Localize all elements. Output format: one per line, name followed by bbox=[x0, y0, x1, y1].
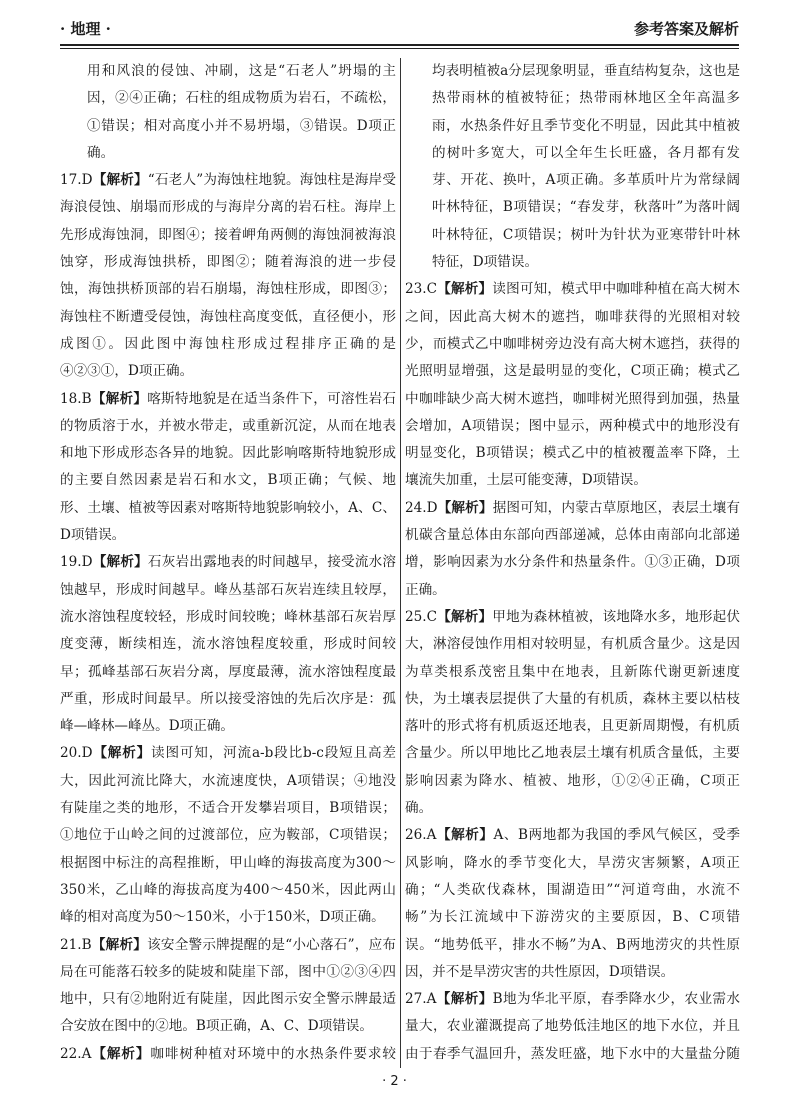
analysis-tag: 【解析】 bbox=[437, 608, 493, 625]
answer-number: 18.B bbox=[60, 390, 92, 407]
answer-number: 17.D bbox=[60, 172, 93, 189]
analysis-tag: 【解析】 bbox=[91, 390, 148, 407]
analysis-tag: 【解析】 bbox=[436, 827, 494, 844]
left-column bbox=[60, 58, 396, 1068]
answer-number: 20.D bbox=[60, 745, 93, 762]
answer-item bbox=[60, 932, 396, 1041]
analysis-tag: 【解析】 bbox=[436, 991, 493, 1008]
page-number: · 2 · bbox=[382, 1074, 407, 1089]
analysis-text: 喀斯特地貌是在适当条件下，可溶性岩石的物质溶于水，并被水带走，或重新沉淀，从而在地表和地下形成形态各异的地貌。因此影响喀斯特地貌形成的主要自然因素是岩石和水文，B项正确；气候、地形、土壤、植被等因素对喀斯特地貌影响较小，A、C、D项错误。 bbox=[60, 390, 396, 544]
analysis-text: 据图可知，内蒙古草原地区，表层土壤有机碳含量总体由东部向西部递减，总体由南部向北部递增，影响因素为水分条件和热量条件。①③正确，D项正确。 bbox=[405, 499, 740, 598]
answer-item bbox=[405, 604, 740, 822]
analysis-tag: 【解析】 bbox=[92, 745, 152, 762]
answer-number: 24.D bbox=[405, 499, 438, 516]
analysis-text: 甲地为森林植被，该地降水多，地形起伏大，淋溶侵蚀作用相对较明显，有机质含量少。这是因为草类根系茂密且集中在地表，且新陈代谢更新速度快，为土壤表层提供了大量的有机质，森林主要以枯枝落叶的形式将有机质返还地表，且更新周期慢，有机质含量少。所以甲地比乙地表层土壤有机质含量低，主要影响因素为降水、植被、地形，①②④正确，C项正确。 bbox=[405, 608, 740, 817]
right-column bbox=[405, 58, 740, 1068]
analysis-tag: 【解析】 bbox=[92, 172, 148, 189]
analysis-tag: 【解析】 bbox=[91, 936, 148, 953]
analysis-text: 石灰岩出露地表的时间越早，接受流水溶蚀越早，形成时间越早。峰丛基部石灰岩连续且较厚，流水溶蚀程度较轻，形成时间较晚；峰林基部石灰岩厚度变薄，断续相连，流水溶蚀程度较重，形成时间较早；孤峰基部石灰岩分离，厚度最薄，流水溶蚀程度最严重，形成时间最早。所以接受溶蚀的先后次序是：孤峰—峰林—峰丛。D项正确。 bbox=[60, 554, 396, 735]
answer-item bbox=[405, 276, 740, 494]
answer-number: 19.D bbox=[60, 554, 93, 571]
analysis-text: A、B两地都为我国的季风气候区，受季风影响，降水的季节变化大，旱涝灾害频繁，A项正确；“人类砍伐森林，围湖造田”“河道弯曲，水流不畅”为长江流域中下游涝灾的主要原因，B、C项错误。“地势低平，排水不畅”为A、B两地涝灾的共性原因，并不是旱涝灾害的共性原因，D项错误。 bbox=[405, 827, 740, 980]
answer-item bbox=[405, 495, 740, 604]
header-rule bbox=[60, 44, 739, 46]
column-divider bbox=[400, 58, 401, 1068]
analysis-text: 读图可知，模式甲中咖啡种植在高大树木之间，因此高大树木的遮挡，咖啡获得的光照相对较少，而模式乙中咖啡树旁边没有高大树木遮挡，获得的光照明显增强，这是最明显的变化，C项正确；模式乙中咖啡缺少高大树木遮挡，咖啡树光照得到加强，热量会增加，A项错误；图中显示，两种模式中的地形没有明显变化，B项错误；模式乙中的植被覆盖率下降，土壤流失加重，土层可能变薄，D项错误。 bbox=[405, 281, 740, 489]
analysis-text: B地为华北平原，春季降水少，农业需水量大，农业灌溉提高了地势低洼地区的地下水位，并且由于春季气温回升，蒸发旺盛，地下水中的大量盐分随 bbox=[405, 991, 740, 1062]
analysis-text: “石老人”为海蚀柱地貌。海蚀柱是海岸受海浪侵蚀、崩塌而形成的与海岸分离的岩石柱。海岸上先形成海蚀洞，即图④；接着岬角两侧的海蚀洞被海浪蚀穿，形成海蚀拱桥，即图②；随着海浪的进一步侵蚀，海蚀拱桥顶部的岩石崩塌，海蚀柱形成，即图③；海蚀柱不断遭受侵蚀，海蚀柱高度变低，直径便小，形成图①。因此图中海蚀柱形成过程排序正确的是④②③①，D项正确。 bbox=[60, 172, 396, 380]
continuation-text: 均表明植被a分层现象明显，垂直结构复杂，这也是热带雨林的植被特征；热带雨林地区全年高温多雨，水热条件好且季节变化不明显，因此其中植被的树叶多宽大，可以全年生长旺盛，各月都有发芽、开花、换叶，A项正确。多革质叶片为常绿阔叶林特征，B项错误；“春发芽，秋落叶”为落叶阔叶林特征，C项错误；树叶为针状为亚寒带针叶林特征，D项错误。 bbox=[432, 63, 740, 271]
analysis-tag: 【解析】 bbox=[437, 499, 493, 516]
answer-number: 27.A bbox=[405, 991, 437, 1008]
answer-item bbox=[60, 740, 396, 931]
answer-number: 23.C bbox=[405, 281, 438, 298]
answer-item bbox=[60, 549, 396, 740]
subject-label: · 地理 · bbox=[60, 20, 111, 38]
analysis-tag: 【解析】 bbox=[92, 554, 148, 571]
analysis-tag: 【解析】 bbox=[437, 281, 493, 298]
answer-number: 21.B bbox=[60, 936, 92, 953]
analysis-text: 该安全警示牌提醒的是“小心落石”，应布局在可能落石较多的陡坡和陡崖下部，图中①②③④四地中，只有②地附近有陡崖，因此图示安全警示牌最适合安放在图中的②地。B项正确，A、C、D项错误。 bbox=[60, 936, 396, 1035]
answer-item bbox=[60, 386, 396, 550]
answer-item bbox=[60, 167, 396, 385]
header-title: 参考答案及解析 bbox=[633, 20, 739, 38]
answer-number: 25.C bbox=[405, 608, 438, 625]
answer-item bbox=[405, 986, 740, 1068]
analysis-text: 咖啡树种植对环境中的水热条件要求较 bbox=[150, 1045, 396, 1062]
page-header bbox=[60, 14, 739, 48]
analysis-text: 读图可知，河流a-b段比b-c段短且高差大，因此河流比降大，水流速度快，A项错误；④地没有陡崖之类的地形，不适合开发攀岩项目，B项错误；①地位于山岭之间的过渡部位，应为鞍部，C项错误；根据图中标注的高程推断，甲山峰的海拔高度为300～350米，乙山峰的海拔高度为400～450米，因此两山峰的相对高度为50～150米，小于150米，D项正确。 bbox=[60, 745, 396, 926]
answer-number: 22.A bbox=[60, 1045, 92, 1062]
analysis-tag: 【解析】 bbox=[91, 1045, 151, 1062]
answer-number: 26.A bbox=[405, 827, 437, 844]
answer-item bbox=[405, 822, 740, 986]
continuation-text: 用和风浪的侵蚀、冲刷，这是“石老人”坍塌的主因，②④正确；石柱的组成物质为岩石，不疏松，①错误；相对高度小并不易坍塌，③错误。D项正确。 bbox=[87, 63, 396, 161]
answer-item bbox=[60, 1041, 396, 1068]
header-rule-thin bbox=[60, 48, 739, 49]
